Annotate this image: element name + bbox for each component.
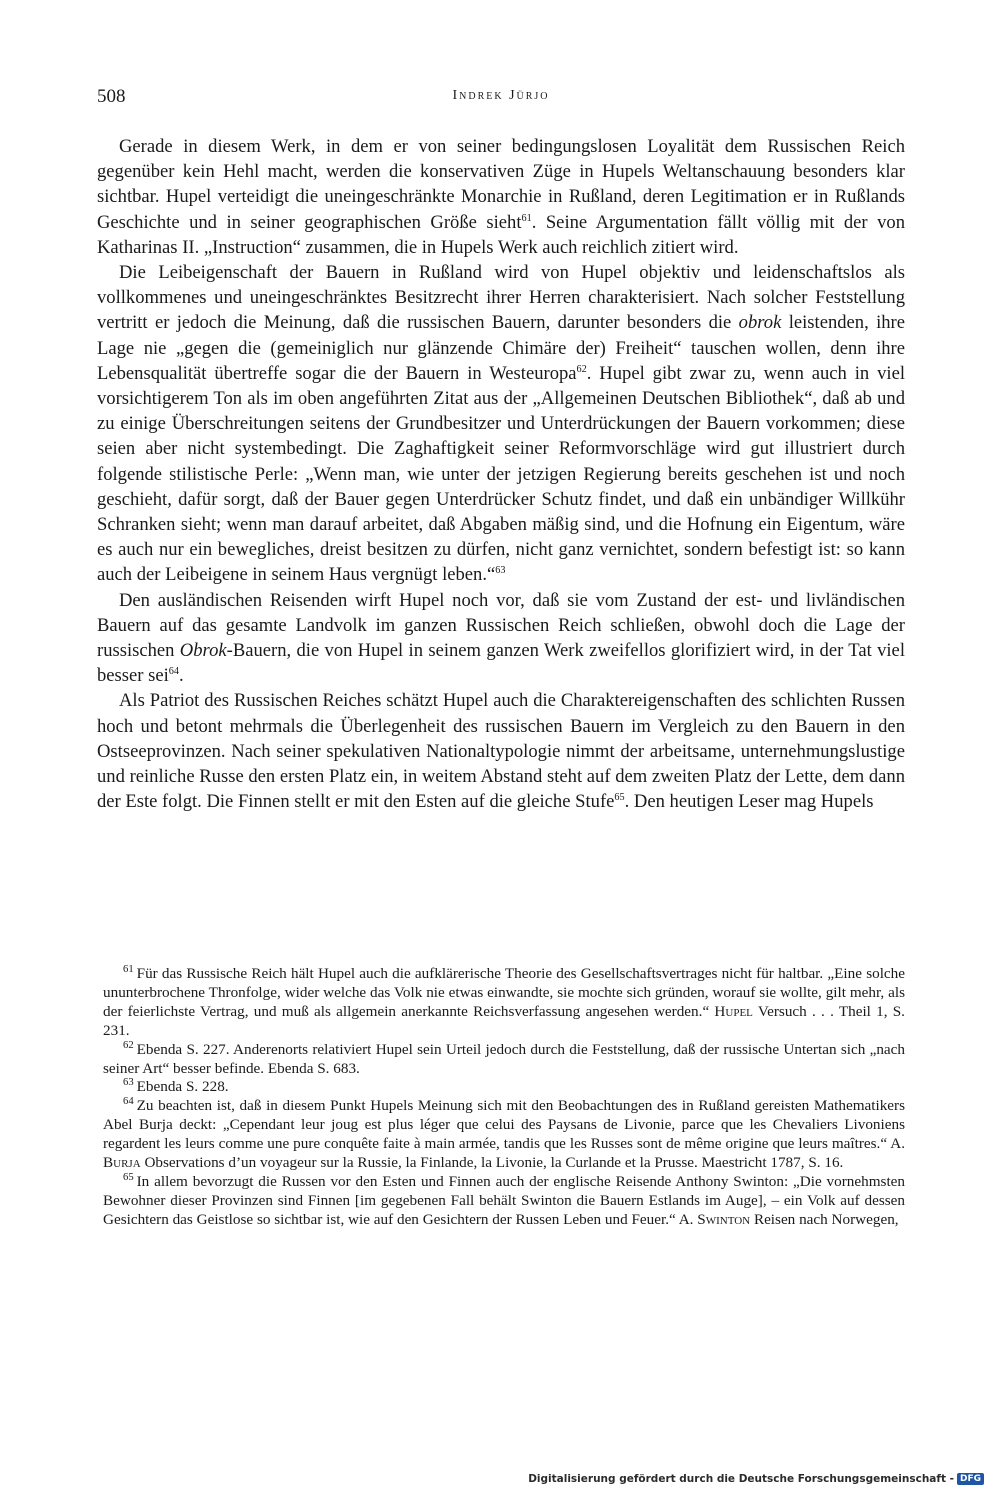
body-paragraph bbox=[97, 688, 905, 814]
text-run: Gerade in diesem Werk, in dem er von seiner bedingungslosen Loyalität dem Russischen Reich gegenüber kein Hehl macht, werden die konservativen Züge in Hupels Weltanschauung besonders klar sichtbar. Hupel verteidigt die uneingeschränkte Monarchie in Rußland, deren Legitimation er in Rußlands Geschichte und in seiner geographischen Größe sieht bbox=[97, 136, 905, 233]
text-run: Als Patriot des Russischen Reiches schätzt Hupel auch die Charaktereigenschaften des schlichten Russen hoch und betont mehrmals die Überlegenheit des russischen Bauern im Vergleich zu den Bauern in den Ostseeprovinzen. Nach seiner spekulativen Nationaltypologie nimmt der arbeitsame, unternehmungslustige und reinliche Russe den ersten Platz ein, in weitem Abstand steht auf dem zweiten Platz der Lette, dem dann der Este folgt. Die Finnen stellt er mit den Esten auf die gleiche Stufe bbox=[97, 690, 905, 813]
text-run: . Seine Argumentation fällt völlig mit der von Katharinas II. „Instruction“ zusammen, die in Hupels Werk auch reichlich zitiert wird. bbox=[97, 211, 905, 258]
running-head: Indrek Jürjo bbox=[452, 88, 550, 103]
author-name: Swinton bbox=[697, 1210, 751, 1228]
footnote-reference: 64 bbox=[168, 666, 179, 678]
text-run: . Den heutigen Leser mag Hupels bbox=[624, 791, 874, 813]
text-run: Zu beachten ist, daß in diesem Punkt Hupels Meinung sich mit den Beobachtungen des in Rußland gereisten Mathematikers Abel Burja deckt: „Cependant leur joug est plus léger que celui des Paysans de Livonie, parce que les Chevaliers Livoniens regardent les leurs comme une pure conquête faite à main armée, tandis que les Russes sont de même origine que leurs maîtres.“ A. bbox=[103, 1097, 905, 1153]
text-run: Für das Russische Reich hält Hupel auch die aufklärerische Theorie des Gesellschaftsvertrages nicht für haltbar. „Eine solche ununterbrochene Thronfolge, wider welche das Volk nie etwas einwandte, sie mochte sich gründen, worauf sie wollte, gilt mehr, als der feierlichste Vertrag, und muß als allgemein anerkannte Reichsverfassung angesehen werden.“ bbox=[103, 965, 905, 1020]
footnote-number: 62 bbox=[123, 1039, 134, 1051]
text-run: Den ausländischen Reisenden wirft Hupel noch vor, daß sie vom Zustand der est- und livländischen Bauern auf das gesamte Landvolk im ganzen Russischen Reich schließen, obwohl doch die Lage der russischen bbox=[97, 589, 905, 662]
footnote-reference: 61 bbox=[521, 212, 532, 224]
text-run: Ebenda S. 228. bbox=[136, 1078, 229, 1096]
footnote-number: 65 bbox=[123, 1171, 134, 1183]
author-name: Hupel bbox=[714, 1002, 753, 1020]
text-run: Versuch . . . Theil 1, S. 231. bbox=[103, 1002, 905, 1039]
footnote-reference: 63 bbox=[495, 565, 506, 577]
footnote-number: 64 bbox=[123, 1096, 134, 1108]
text-run: Observations d’un voyageur sur la Russie, la Finlande, la Livonie, la Curlande et la Prusse. Maestricht 1787, S. 16. bbox=[140, 1154, 844, 1172]
footnote-65 bbox=[103, 1173, 905, 1230]
text-run: . Hupel gibt zwar zu, wenn auch in viel vorsichtigerem Ton als im oben angeführten Zitat aus der „Allgemeinen Deutschen Bibliothek“, daß ab und zu einige Überschreitungen seitens der Grundbesitzer und Unterdrückungen der Bauern vorkommen; diese seien aber nicht systembedingt. Die Zaghaftigkeit seiner Reformvorschläge wird gut illustriert durch folgende stilistische Perle: „Wenn man, wie unter der jetzigen Regierung bereits geschehen ist und noch geschieht, dafür sorgt, daß der Bauer gegen Unterdrücker Schutz findet, und daß ein unbändiger Willkühr Schranken sieht; wenn man darauf arbeitet, daß Abgaben mäßig sind, und die Hofnung ein Eigentum, wäre es auch nur ein bewegliches, dreist besitzen zu dürfen, nicht ganz vernichtet, sondern befestigt ist: so kann auch der Leibeigene in seinem Haus vergnügt leben.“ bbox=[97, 362, 905, 586]
text-run: Die Leibeigenschaft der Bauern in Rußland wird von Hupel objektiv und leidenschaftslos als vollkommenes und uneingeschränktes Besitzrecht ihrer Herren charakterisiert. Nach solcher Feststellung vertritt er jedoch die Meinung, daß die russischen Bauern, darunter besonders die bbox=[97, 262, 905, 334]
italic-term: Obrok bbox=[179, 640, 227, 662]
text-run: Ebenda S. 227. Anderenorts relativiert Hupel sein Urteil jedoch durch die Feststellung, daß der russische Untertan sich „nach seiner Art“ besser befinde. Ebenda S. 683. bbox=[103, 1040, 905, 1077]
footnote-number: 61 bbox=[123, 963, 134, 975]
footnote-63 bbox=[103, 1078, 905, 1097]
body-paragraph bbox=[97, 260, 905, 588]
text-run: leistenden, ihre Lage nie „gegen die (gemeiniglich nur glänzende Chimäre der) Freiheit“ tauschen wollen, denn ihre Lebensqualität übertreffe sogar die der Bauern in Westeuropa bbox=[97, 312, 905, 384]
italic-term: obrok bbox=[738, 312, 782, 334]
body-text bbox=[97, 134, 905, 814]
footnote-reference: 65 bbox=[614, 792, 625, 804]
dfg-logo: DFG bbox=[957, 1473, 984, 1485]
page-header bbox=[97, 86, 905, 108]
body-paragraph bbox=[97, 588, 905, 689]
text-run: . bbox=[179, 665, 184, 687]
page-number: 508 bbox=[97, 86, 126, 107]
digitization-banner bbox=[528, 1472, 984, 1486]
text-run: In allem bevorzugt die Russen vor den Esten und Finnen auch der englische Reisende Anthony Swinton: „Die vornehmsten Bewohner dieser Provinzen sind Finnen [im gegebenen Fall behält Swinton die Bauern Estlands im Auge], – ein Volk auf dessen Gesichtern das Geistlose so sichtbar ist, wie auf den Gesichtern der Russen Leben und Feuer.“ A. bbox=[103, 1172, 905, 1228]
text-run: -Bauern, die von Hupel in seinem ganzen Werk zweifellos glorifiziert wird, in der Tat viel besser sei bbox=[97, 640, 905, 687]
footnote-62 bbox=[103, 1041, 905, 1079]
footnote-reference: 62 bbox=[576, 363, 587, 375]
footnotes bbox=[103, 965, 905, 1230]
footnote-64 bbox=[103, 1097, 905, 1173]
body-paragraph bbox=[97, 134, 905, 260]
banner-text: Digitalisierung gefördert durch die Deutsche Forschungsgemeinschaft - bbox=[528, 1473, 954, 1485]
footnote-61 bbox=[103, 965, 905, 1041]
author-name: Burja bbox=[103, 1154, 141, 1172]
footnote-number: 63 bbox=[123, 1077, 134, 1089]
text-run: Reisen nach Norwegen, bbox=[750, 1210, 899, 1228]
